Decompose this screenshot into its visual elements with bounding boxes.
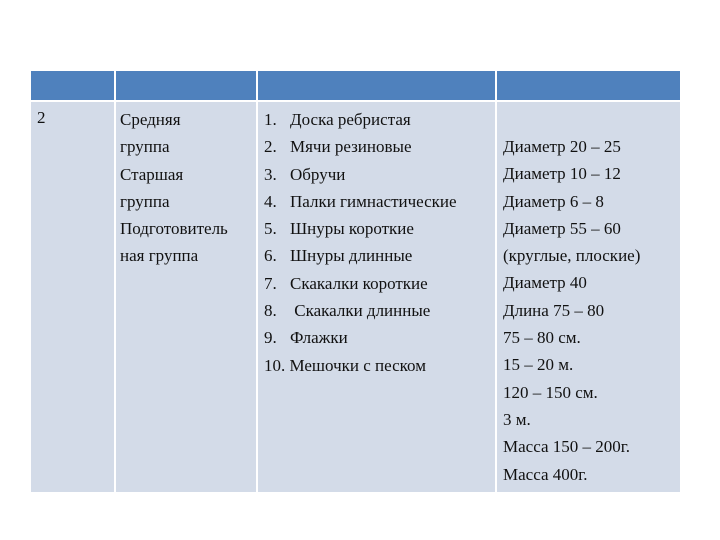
item-text: Скакалки длинные bbox=[290, 301, 431, 321]
header-cell bbox=[257, 71, 496, 101]
header-cell bbox=[496, 71, 681, 101]
list-item bbox=[264, 324, 495, 351]
group-line: группа bbox=[120, 137, 170, 157]
list-item bbox=[264, 352, 495, 379]
group-line: Старшая bbox=[120, 164, 184, 184]
dimension-line: Диаметр 40 bbox=[503, 273, 587, 293]
list-item bbox=[264, 270, 495, 297]
list-item bbox=[264, 133, 495, 160]
item-number: 7. bbox=[264, 273, 277, 293]
item-number: 9. bbox=[264, 328, 277, 348]
item-number: 5. bbox=[264, 219, 277, 239]
item-text: Шнуры короткие bbox=[290, 219, 414, 239]
dimension-line: 75 – 80 см. bbox=[503, 328, 581, 348]
item-text: Палки гимнастические bbox=[290, 191, 457, 211]
list-item bbox=[264, 297, 495, 324]
dimension-line: Масса 150 – 200г. bbox=[503, 437, 631, 457]
item-number: 10. bbox=[264, 355, 286, 375]
item-text: Флажки bbox=[290, 328, 348, 348]
row-number-cell bbox=[31, 101, 115, 492]
dimension-line: 120 – 150 см. bbox=[503, 382, 598, 402]
item-number: 1. bbox=[264, 110, 277, 129]
table-row bbox=[31, 101, 681, 492]
dimension-line: Масса 400г. bbox=[503, 464, 588, 484]
dimensions-cell bbox=[496, 101, 681, 492]
group-line: ная группа bbox=[120, 246, 199, 266]
item-number: 2. bbox=[264, 137, 277, 157]
item-text: Скакалки короткие bbox=[290, 273, 428, 293]
group-cell bbox=[115, 101, 257, 492]
row-number: 2 bbox=[37, 108, 46, 127]
dimension-line: Диаметр 20 – 25 bbox=[503, 137, 621, 156]
group-line: Средняя bbox=[120, 110, 181, 129]
list-item bbox=[264, 188, 495, 215]
dimension-line: Диаметр 6 – 8 bbox=[503, 191, 604, 211]
group-line: группа bbox=[120, 191, 170, 211]
item-text: Мешочки с песком bbox=[289, 355, 426, 375]
dimension-line: (круглые, плоские) bbox=[503, 246, 641, 266]
group-line: Подготовитель bbox=[120, 219, 228, 239]
dimension-line: 15 – 20 м. bbox=[503, 355, 574, 375]
header-cell bbox=[115, 71, 257, 101]
item-number: 3. bbox=[264, 164, 277, 184]
item-number: 6. bbox=[264, 246, 277, 266]
item-text: Мячи резиновые bbox=[290, 137, 412, 157]
equipment-table bbox=[31, 71, 682, 492]
item-text: Доска ребристая bbox=[290, 110, 411, 129]
list-item bbox=[264, 242, 495, 269]
item-text: Обручи bbox=[290, 164, 346, 184]
item-number: 4. bbox=[264, 191, 277, 211]
dimension-line: Диаметр 55 – 60 bbox=[503, 218, 621, 238]
dimension-line: Длина 75 – 80 bbox=[503, 300, 605, 320]
header-cell bbox=[31, 71, 115, 101]
list-item bbox=[264, 106, 495, 133]
dimension-line: 3 м. bbox=[503, 409, 531, 429]
equipment-list-cell bbox=[257, 101, 496, 492]
list-item bbox=[264, 215, 495, 242]
list-item bbox=[264, 161, 495, 188]
table-header-row bbox=[31, 71, 681, 101]
dimension-line: Диаметр 10 – 12 bbox=[503, 164, 621, 184]
item-text: Шнуры длинные bbox=[290, 246, 413, 266]
item-number: 8. bbox=[264, 301, 277, 321]
